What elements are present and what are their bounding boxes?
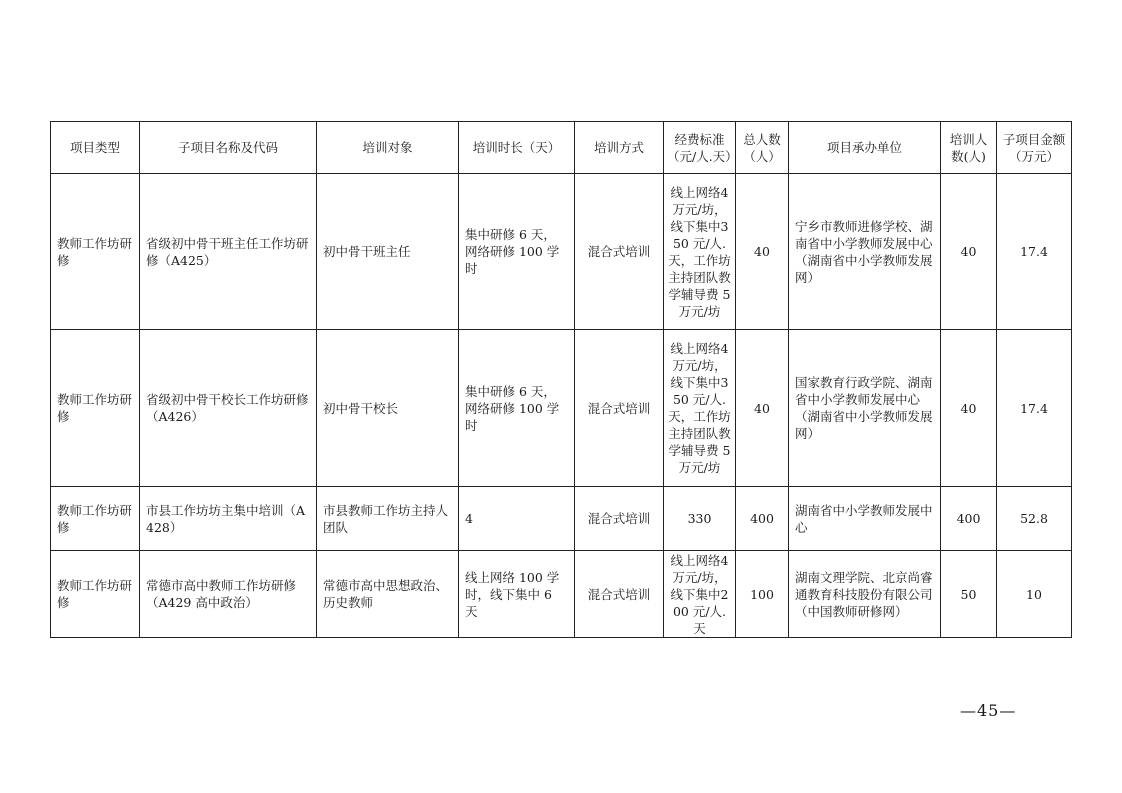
cell-training-method: 混合式培训 [575, 330, 664, 487]
table-row [51, 487, 1072, 551]
table-row [51, 330, 1072, 487]
cell-subproject-amount: 10 [997, 551, 1072, 638]
cell-training-duration: 4 [459, 487, 575, 551]
cell-organizer: 宁乡市教师进修学校、湖南省中小学教师发展中心（湖南省中小学教师发展网） [789, 174, 941, 330]
cell-training-target: 初中骨干校长 [317, 330, 459, 487]
cell-fee-standard: 330 [664, 487, 736, 551]
cell-subproject-name: 省级初中骨干校长工作坊研修（A426） [140, 330, 317, 487]
header-subproject-amount: 子项目金额（万元） [997, 122, 1072, 174]
cell-trainee-count: 50 [941, 551, 997, 638]
cell-trainee-count: 40 [941, 330, 997, 487]
header-training-target: 培训对象 [317, 122, 459, 174]
page-number: —45— [960, 701, 1017, 720]
cell-project-type: 教师工作坊研修 [51, 174, 140, 330]
header-training-duration: 培训时长（天） [459, 122, 575, 174]
cell-subproject-name: 常德市高中教师工作坊研修（A429 高中政治） [140, 551, 317, 638]
cell-organizer: 湖南省中小学教师发展中心 [789, 487, 941, 551]
cell-training-target: 初中骨干班主任 [317, 174, 459, 330]
cell-total-people: 40 [736, 174, 789, 330]
cell-total-people: 40 [736, 330, 789, 487]
header-organizer: 项目承办单位 [789, 122, 941, 174]
header-fee-standard: 经费标准（元/人.天） [664, 122, 736, 174]
cell-trainee-count: 400 [941, 487, 997, 551]
cell-subproject-amount: 52.8 [997, 487, 1072, 551]
cell-total-people: 100 [736, 551, 789, 638]
cell-training-target: 常德市高中思想政治、历史教师 [317, 551, 459, 638]
cell-fee-standard: 线上网络4万元/坊，线下集中350 元/人.天，工作坊主持团队教学辅导费 5 万元/坊 [664, 330, 736, 487]
cell-project-type: 教师工作坊研修 [51, 487, 140, 551]
cell-training-duration: 集中研修 6 天，网络研修 100 学时 [459, 330, 575, 487]
header-trainee-count: 培训人数(人) [941, 122, 997, 174]
training-projects-table [50, 121, 1072, 638]
cell-fee-standard: 线上网络4万元/坊，线下集中200 元/人.天 [664, 551, 736, 638]
cell-subproject-name: 市县工作坊坊主集中培训（A428） [140, 487, 317, 551]
cell-fee-standard: 线上网络4万元/坊，线下集中350 元/人.天，工作坊主持团队教学辅导费 5 万元/坊 [664, 174, 736, 330]
cell-subproject-name: 省级初中骨干班主任工作坊研修（A425） [140, 174, 317, 330]
cell-subproject-amount: 17.4 [997, 330, 1072, 487]
cell-training-method: 混合式培训 [575, 174, 664, 330]
cell-training-duration: 集中研修 6 天，网络研修 100 学时 [459, 174, 575, 330]
header-subproject-name: 子项目名称及代码 [140, 122, 317, 174]
header-total-people: 总人数（人） [736, 122, 789, 174]
cell-trainee-count: 40 [941, 174, 997, 330]
header-project-type: 项目类型 [51, 122, 140, 174]
cell-training-duration: 线上网络 100 学时，线下集中 6 天 [459, 551, 575, 638]
cell-organizer: 湖南文理学院、北京尚睿通教育科技股份有限公司（中国教师研修网） [789, 551, 941, 638]
header-training-method: 培训方式 [575, 122, 664, 174]
cell-project-type: 教师工作坊研修 [51, 330, 140, 487]
table-row [51, 551, 1072, 638]
cell-organizer: 国家教育行政学院、湖南省中小学教师发展中心（湖南省中小学教师发展网） [789, 330, 941, 487]
cell-training-method: 混合式培训 [575, 551, 664, 638]
cell-training-method: 混合式培训 [575, 487, 664, 551]
table-row [51, 174, 1072, 330]
cell-subproject-amount: 17.4 [997, 174, 1072, 330]
cell-total-people: 400 [736, 487, 789, 551]
cell-project-type: 教师工作坊研修 [51, 551, 140, 638]
table-header-row [51, 122, 1072, 174]
cell-training-target: 市县教师工作坊主持人团队 [317, 487, 459, 551]
